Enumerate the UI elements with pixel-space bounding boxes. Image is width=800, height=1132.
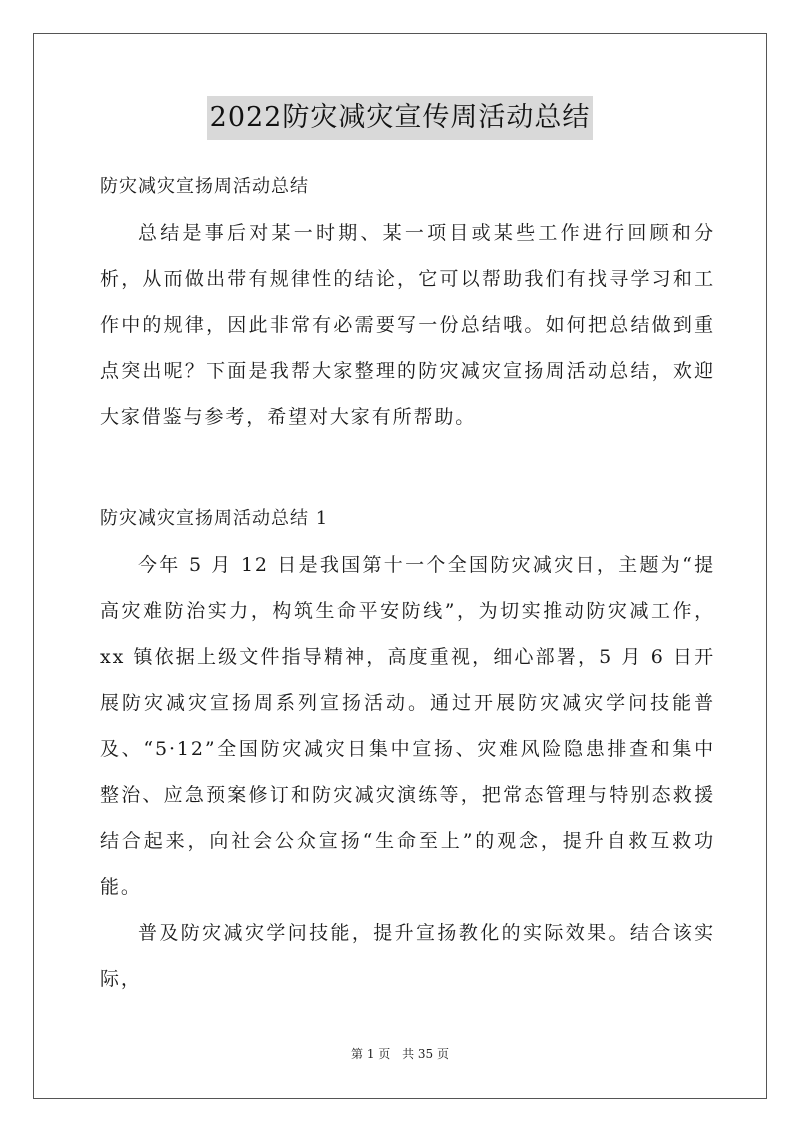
body-paragraph: 普及防灾减灾学问技能，提升宣扬教化的实际效果。结合该实际，	[100, 922, 715, 990]
body-paragraph: 今年 5 月 12 日是我国第十一个全国防灾减灾日，主题为“提高灾难防治实力，构筑生命平安防线”，为切实推动防灾减工作，xx 镇依据上级文件指导精神，高度重视，细心部署，5 月 6 日开展防灾减灾宣扬周系列宣扬活动。通过开展防灾减灾学问技能普及、“5·12”全国防灾减灾日集中宣扬、灾难风险隐患排查和集中整治、应急预案修订和防灾减灾演练等，把常态管理与特别态救援结合起来，向社会公众宣扬“生命至上”的观念，提升自救互救功能。	[100, 554, 715, 898]
intro-paragraph: 总结是事后对某一时期、某一项目或某些工作进行回顾和分析，从而做出带有规律性的结论，它可以帮助我们有找寻学习和工作中的规律，因此非常有必需要写一份总结哦。如何把总结做到重点突出呢？下面是我帮大家整理的防灾减灾宣扬周活动总结，欢迎大家借鉴与参考，希望对大家有所帮助。	[100, 222, 715, 428]
section-heading: 防灾减灾宣扬周活动总结	[100, 176, 309, 197]
page-number: 第 1 页	[351, 1047, 391, 1061]
title-wrap	[0, 96, 800, 140]
section-heading-1: 防灾减灾宣扬周活动总结 1	[100, 508, 329, 529]
page-footer	[0, 1045, 800, 1062]
document-body	[100, 164, 715, 1002]
document-title: 2022防灾减灾宣传周活动总结	[207, 96, 594, 140]
page-total: 共 35 页	[402, 1047, 449, 1061]
section-gap	[100, 440, 715, 496]
